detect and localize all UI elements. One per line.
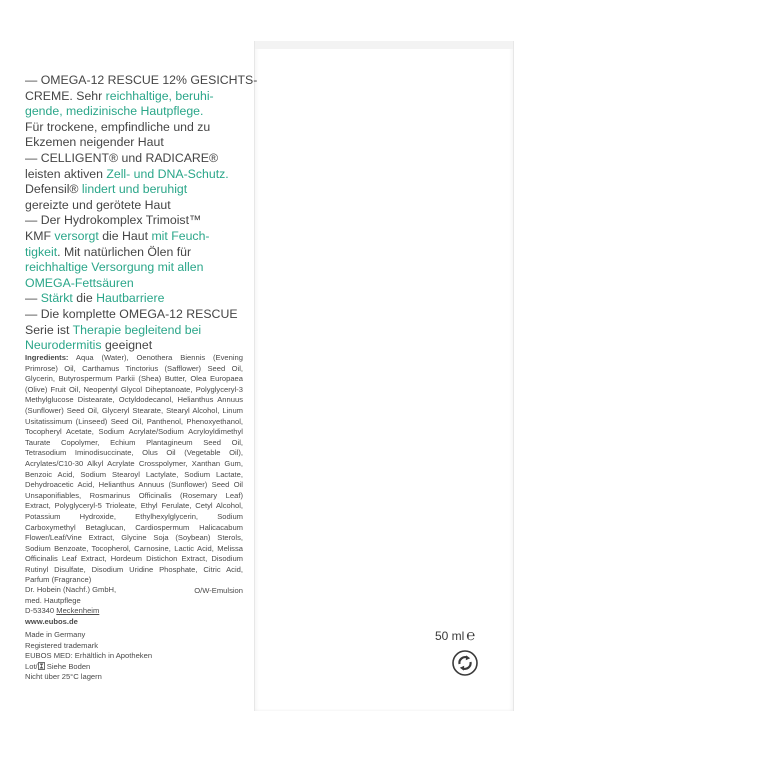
ingredients-label: Ingredients: <box>25 353 69 362</box>
package-panel <box>254 41 514 711</box>
company-city: D-53340 Meckenheim <box>25 606 100 616</box>
volume-label <box>435 629 475 643</box>
ingredients-text: Aqua (Water), Oenothera Biennis (Evening Primrose) Oil, Carthamus Tinctorius (Safflower) Seed Oil, Glycerin, Butyrospermum Parkii (Shea) Butter, Olea Europaea (Olive) Fruit Oil, Neopentyl Glycol Diheptanoate, Polyglyceryl-3 Methylglucose Distearate, Octyldodecanol, Helianthus Annuus (Sunflower) Seed Oil, Glyceryl Stearate, Stearyl Alcohol, Linum Usitatissimum (Linseed) Seed Oil, Panthenol, Phenoxyethanol, Tocopheryl Acetate, Sodium Acrylate/Sodium Acryloyldimethyl Taurate Copolymer, Echium Plantagineum Seed Oil, Tetrasodium Iminodisuccinate, Olus Oil (Vegetable Oil), Acrylates/C10-30 Alkyl Acrylate Crosspolymer, Xanthan Gum, Benzoic Acid, Sodium Stearoyl Lactylate, Sodium Lactate, Dehydroacetic Acid, Helianthus Annuus (Sunflower) Seed Oil Unsaponifiables, Rosmarinus Officinalis (Rosemary Leaf) Extract, Polyglyceryl-5 Trioleate, Ethyl Ferulate, Cetyl Alcohol, Potassium Hydroxide, Ethylhexylglycerin, Sodium Carboxymethyl Betaglucan, Cardiospermum Halicacabum Flower/Leaf/Vine Extract, Glycine Soja (Soybean) Sterols, Sodium Benzoate, Tocopherol, Carnosine, Lactic Acid, Melissa Officinalis Leaf Extract, Hordeum Distichon Extract, Disodium Rutinyl Disulfate, Disodium Uridine Phosphate, Citric Acid, Parfum (Fragrance) <box>25 353 243 585</box>
product-info <box>25 630 175 683</box>
description-item-3: — Der Hydrokomplex Trimoist™ KMF versorgt die Haut mit Feuch- tigkeit. Mit natürlichen Ölen für reichhaltige Versorgung mit allen OMEGA-Fettsäuren <box>25 213 210 290</box>
emulsion-type: O/W-Emulsion <box>194 586 243 596</box>
manufacturer-address <box>25 585 175 627</box>
company-name: Dr. Hobein (Nachf.) GmbH, <box>25 585 117 594</box>
product-description <box>25 73 265 354</box>
hourglass-icon <box>38 662 45 670</box>
description-item-2: — CELLIGENT® und RADICARE® leisten aktiven Zell- und DNA-Schutz. Defensil® lindert und beruhigt gereizte und gerötete Haut <box>25 150 229 212</box>
company-dept: med. Hautpflege <box>25 595 81 605</box>
volume-text: 50 ml <box>435 629 465 643</box>
made-in: Made in Germany <box>25 630 86 639</box>
website-link[interactable]: www.eubos.de <box>25 616 78 626</box>
storage-note: Nicht über 25°C lagern <box>25 672 102 682</box>
description-item-5: — Die komplette OMEGA-12 RESCUE Serie ist Therapie begleitend bei Neurodermitis geeignet <box>25 306 238 353</box>
estimated-sign-icon: ℮ <box>466 627 476 644</box>
description-item-1: — OMEGA-12 RESCUE 12% GESICHTS- CREME. Sehr reichhaltige, beruhi- gende, medizinische Hautpflege. Für trockene, empfindliche und zu Ekzemen neigender Haut <box>25 73 258 150</box>
ingredients-list <box>25 353 243 597</box>
recycle-icon <box>452 650 478 676</box>
description-item-4: — Stärkt die Hautbarriere <box>25 291 165 306</box>
package-top-edge <box>255 41 513 49</box>
trademark-note: Registered trademark <box>25 640 99 650</box>
availability-note: EUBOS MED: Erhältlich in Apotheken <box>25 651 153 661</box>
lot-info: Lot/ Siehe Boden <box>25 661 91 671</box>
